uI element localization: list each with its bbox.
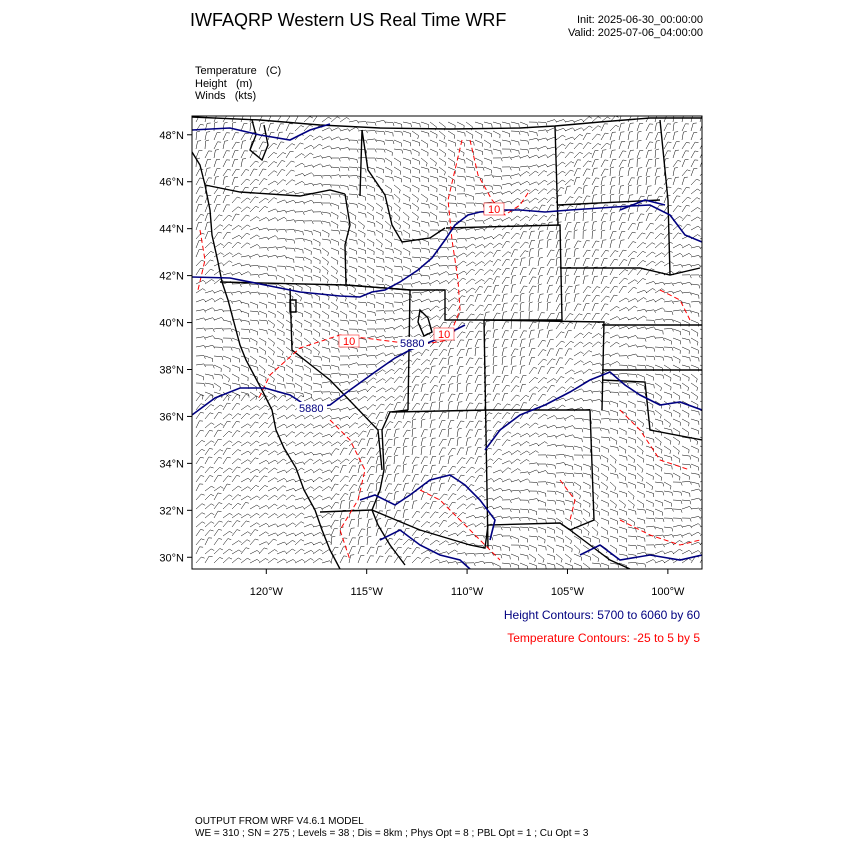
- temp-contour-label: 10: [343, 336, 356, 348]
- field-winds: Winds (kts): [195, 90, 257, 102]
- field-temperature: Temperature (C): [195, 65, 282, 77]
- model-info-footer: [195, 816, 588, 840]
- lat-label: 44°N: [159, 223, 184, 236]
- field-height: Height (m): [195, 77, 253, 90]
- lon-label: 100°W: [651, 586, 685, 598]
- lat-label: 46°N: [159, 176, 184, 189]
- lat-label: 36°N: [159, 411, 184, 424]
- lat-label: 48°N: [159, 129, 184, 142]
- temp-contour-label: 10: [488, 204, 501, 216]
- init-time: Init: 2025-06-30_00:00:00: [577, 14, 703, 26]
- map-plot-area: [192, 116, 702, 569]
- lat-label: 30°N: [159, 552, 184, 565]
- lat-label: 40°N: [159, 317, 184, 330]
- lat-label: 38°N: [159, 364, 184, 377]
- lon-label: 115°W: [350, 586, 383, 598]
- map-title: IWFAQRP Western US Real Time WRF: [190, 10, 507, 30]
- lat-label: 42°N: [159, 270, 184, 283]
- lon-label: 105°W: [550, 586, 585, 598]
- temperature-contours-legend: Temperature Contours: -25 to 5 by 5: [507, 631, 700, 645]
- height-contour-label: 5880: [299, 403, 324, 415]
- valid-time: Valid: 2025-07-06_04:00:00: [568, 27, 703, 39]
- temp-contour-label: 10: [438, 329, 451, 341]
- lon-label: 120°W: [249, 586, 283, 598]
- lat-label: 32°N: [159, 505, 184, 518]
- lat-label: 34°N: [159, 458, 184, 471]
- model-version: OUTPUT FROM WRF V4.6.1 MODEL: [195, 816, 364, 827]
- height-contour-label: 5880: [400, 338, 425, 350]
- model-config: WE = 310 ; SN = 275 ; Levels = 38 ; Dis = 8km ; Phys Opt = 8 ; PBL Opt = 1 ; Cu Opt = 3: [195, 828, 589, 839]
- height-contours-legend: Height Contours: 5700 to 6060 by 60: [503, 608, 700, 622]
- lon-label: 110°W: [450, 586, 484, 598]
